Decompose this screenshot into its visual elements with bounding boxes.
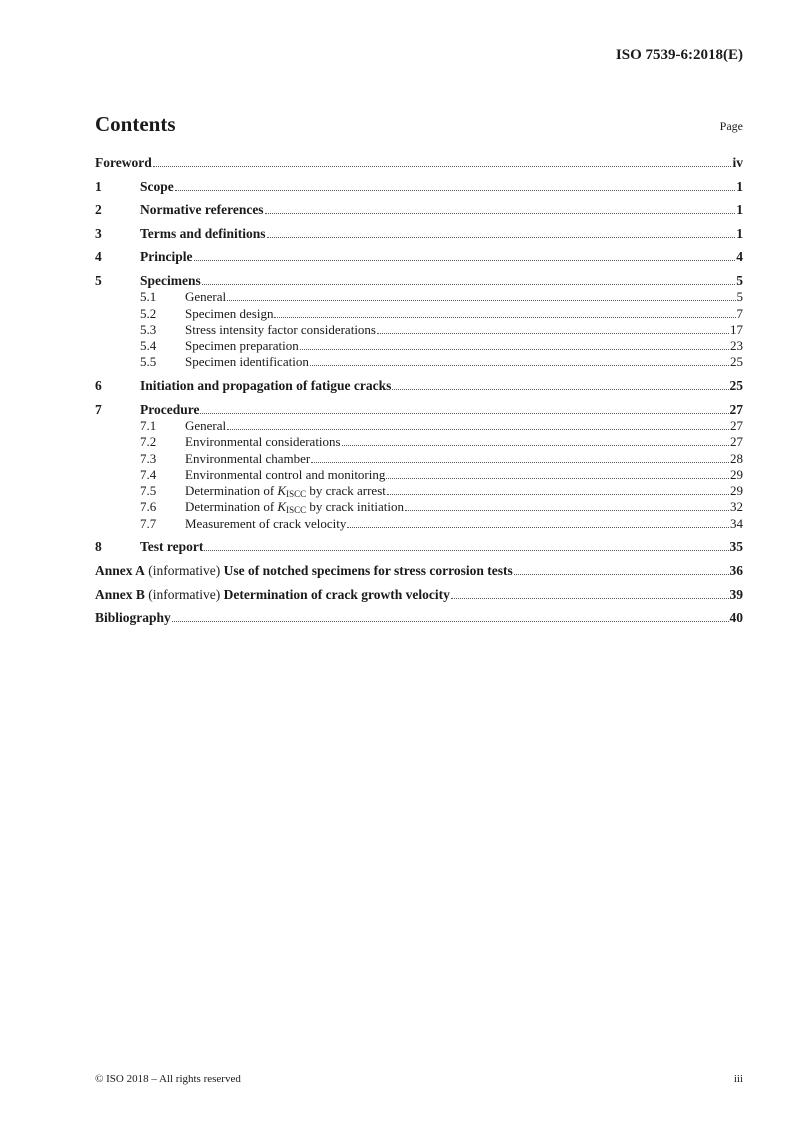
toc-label-suffix: by crack initiation [306,499,404,515]
toc-entry-7-4[interactable] [95,467,743,483]
annex-note: (informative) [144,562,224,578]
dot-leader [311,462,729,463]
toc-number: 7.1 [140,417,157,433]
toc-page: 39 [729,586,743,602]
toc-number: 7.6 [140,499,157,515]
toc-label: Foreword [95,155,152,170]
toc-entry-5-4[interactable] [95,338,743,354]
dot-leader [153,166,732,167]
toc-page: 17 [730,321,743,337]
dot-leader [227,300,735,301]
toc-number: 7.4 [140,466,157,482]
dot-leader [204,550,728,551]
toc-page: 4 [736,249,743,265]
toc-label-prefix: Determination of [185,499,278,515]
toc-label-suffix: by crack arrest [306,483,386,499]
toc-entry-5-2[interactable] [95,306,743,322]
toc-page: 7 [736,305,743,321]
toc-page: 35 [729,539,743,555]
toc-label: General [185,417,227,433]
dot-leader [267,237,736,238]
toc-page: 27 [729,401,743,417]
dot-leader [300,349,729,350]
toc-entry-1[interactable] [95,179,743,195]
toc-label: Measurement of crack velocity [185,515,347,531]
toc-page: 25 [730,354,743,370]
toc-label-prefix: Determination of [185,483,278,499]
toc-page: 25 [729,378,743,394]
dot-leader [227,429,729,430]
toc-label: Terms and definitions [140,225,266,241]
toc-label: Specimen identification [185,354,309,370]
annex-prefix: Annex B [95,586,145,602]
toc-page: 23 [730,338,743,354]
annex-note: (informative) [144,586,224,602]
toc-entry-annex-b[interactable] [95,587,743,603]
toc-page: 1 [736,178,743,194]
toc-label: Scope [140,178,174,194]
toc-entry-annex-a[interactable] [95,563,743,579]
toc-entry-5-5[interactable] [95,354,743,370]
toc-page: 28 [730,450,743,466]
toc-label: Test report [140,539,204,555]
toc-label: Specimens [140,272,201,288]
toc-entry-6[interactable] [95,378,743,394]
toc-label: Environmental chamber [185,450,311,466]
toc-entry-7[interactable] [95,402,743,418]
toc-entry-4[interactable] [95,249,743,265]
toc-entry-2[interactable] [95,202,743,218]
dot-leader [405,510,729,511]
toc-page: 5 [736,289,743,305]
dot-leader [310,365,729,366]
toc-entry-7-7[interactable] [95,516,743,532]
toc-page: 27 [730,434,743,450]
toc-number: 5 [95,272,102,288]
toc-label: Use of notched specimens for stress corrosion tests [223,562,513,578]
dot-leader [514,574,729,575]
toc-number: 7.3 [140,450,157,466]
dot-leader [175,190,736,191]
toc-number: 4 [95,249,102,265]
dot-leader [347,527,729,528]
copyright-notice: © ISO 2018 – All rights reserved [95,1073,241,1085]
page-footer [95,1073,743,1087]
toc-number: 8 [95,539,102,555]
toc-label: Environmental considerations [185,434,341,450]
toc-entry-7-2[interactable] [95,434,743,450]
toc-page: 40 [729,610,743,626]
dot-leader [194,260,736,261]
toc-page: 1 [736,225,743,241]
toc-entry-3[interactable] [95,226,743,242]
toc-number: 5.2 [140,305,157,321]
toc-number: 5.4 [140,338,157,354]
toc-label: Procedure [140,401,200,417]
toc-page: 32 [730,499,743,515]
toc-entry-7-3[interactable] [95,451,743,467]
dot-leader [200,413,728,414]
toc-label: Initiation and propagation of fatigue cracks [140,378,392,394]
toc-entry-5-3[interactable] [95,322,743,338]
dot-leader [451,598,729,599]
toc-entry-7-6[interactable] [95,499,743,515]
toc-label: Determination of crack growth velocity [223,586,450,602]
toc-number: 6 [95,378,102,394]
contents-heading-row [95,112,743,140]
toc-page: 36 [729,562,743,578]
k-symbol: K [277,483,287,499]
toc-page: 29 [730,483,743,499]
toc-number: 7.2 [140,434,157,450]
toc-number: 5.3 [140,321,157,337]
dot-leader [392,389,728,390]
annex-prefix: Annex A [95,562,145,578]
toc-number: 1 [95,178,102,194]
page-number: iii [733,1073,743,1085]
toc-entry-8[interactable] [95,539,743,555]
toc-number: 5.5 [140,354,157,370]
page-column-label: Page [719,119,743,133]
toc-number: 7.5 [140,483,157,499]
toc-page: 34 [730,515,743,531]
toc-number: 2 [95,202,102,218]
dot-leader [387,494,729,495]
document-id: ISO 7539-6:2018(E) [615,47,743,63]
dot-leader [172,621,729,622]
k-symbol: K [277,499,287,515]
k-subscript: ISCC [286,505,307,516]
contents-title: Contents [95,112,176,136]
k-subscript: ISCC [286,489,307,500]
toc-label: Stress intensity factor considerations [185,321,376,337]
toc-number: 7.7 [140,515,157,531]
dot-leader [265,213,736,214]
toc-label: Environmental control and monitoring [185,466,386,482]
toc-number: 7 [95,401,102,417]
toc-entry-7-1[interactable] [95,418,743,434]
table-of-contents [95,155,743,626]
toc-label: General [185,289,227,305]
dot-leader [274,317,735,318]
dot-leader [377,333,729,334]
toc-label [185,483,386,500]
toc-page: iv [732,155,743,170]
toc-label: Normative references [140,202,264,218]
dot-leader [202,284,736,285]
toc-label: Specimen preparation [185,338,299,354]
toc-entry-7-5[interactable] [95,483,743,499]
toc-label [185,499,404,516]
dot-leader [342,445,729,446]
toc-page: 1 [736,202,743,218]
dot-leader [386,478,729,479]
toc-number: 5.1 [140,289,157,305]
toc-page: 27 [730,417,743,433]
toc-page: 29 [730,466,743,482]
toc-label: Principle [140,249,193,265]
toc-label: Bibliography [95,610,171,626]
toc-entry-bibliography[interactable] [95,610,743,626]
toc-number: 3 [95,225,102,241]
toc-page: 5 [736,272,743,288]
toc-entry-foreword[interactable] [95,155,743,171]
toc-entry-5-1[interactable] [95,289,743,305]
toc-label: Specimen design [185,305,274,321]
toc-entry-5[interactable] [95,273,743,289]
